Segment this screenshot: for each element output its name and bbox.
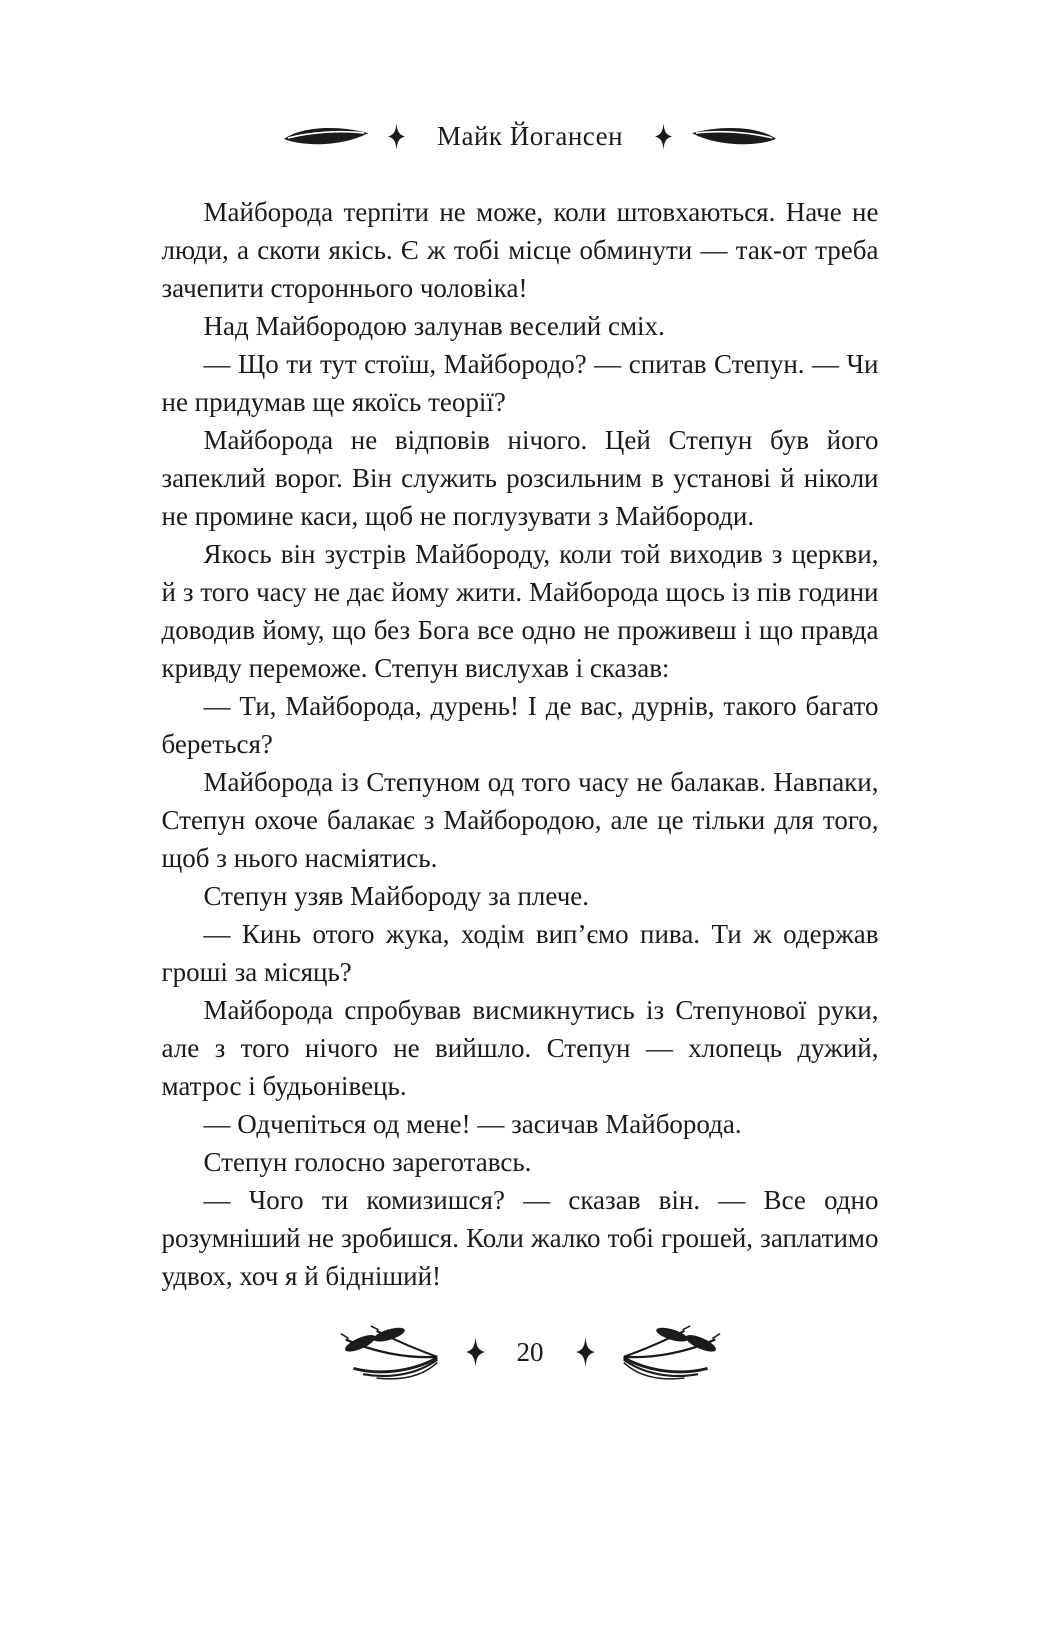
paragraph: Якось він зустрів Майбороду, коли той виходив з церкви, й з того часу не дає йому жити. Майборода щось із пів години доводив йому, що без Бога все одно не проживеш і що правда кривду переможе. Степун вислухав і сказав: [161,539,879,683]
diamond-icon [655,123,672,150]
paragraph: Над Майбородою залунав веселий сміх. [203,311,665,341]
diamond-icon [388,123,405,150]
paragraph: Степун узяв Майбороду за плече. [203,881,590,911]
leaf-flourish-icon [282,123,370,149]
cattail-flourish-icon [617,1324,723,1380]
body-text [162,193,879,1295]
paragraph: — Одчепіться од мене! — засичав Майборода. [203,1109,742,1139]
paragraph: Степун голосно зареготавсь. [203,1147,532,1177]
diamond-icon [576,1337,595,1367]
paragraph: Майборода спробував висмикнутись із Степунової руки, але з того нічого не вийшло. Степун — хлопець дужий, матрос і будьонівець. [161,995,879,1101]
diamond-icon [466,1337,485,1367]
cattail-flourish-icon [338,1324,444,1380]
paragraph: — Ти, Майборода, дурень! І де вас, дурнів, такого багато береться? [161,691,879,759]
running-head [20,112,1040,160]
paragraph: Майборода терпіти не може, коли штовхаються. Наче не люди, а скоти якісь. Є ж тобі місце обминути — так-от треба зачепити стороннього чоловіка! [161,197,879,303]
paragraph: — Кинь отого жука, ходім вип’ємо пива. Ти ж одержав гроші за місяць? [161,919,879,987]
paragraph: — Що ти тут стоїш, Майбородо? — спитав Степун. — Чи не придумав ще якоїсь теорії? [161,349,879,417]
paragraph: Майборода не відповів нічого. Цей Степун був його запеклий ворог. Він служить розсильним в установі й ніколи не промине каси, щоб не поглузувати з Майбороди. [161,425,879,531]
page-number: 20 [516,1336,544,1367]
author-name: Майк Йогансен [436,120,624,151]
paragraph: — Чого ти комизишся? — сказав він. — Все одно розумніший не зробишся. Коли жалко тобі грошей, заплатимо удвох, хоч я й бідніший! [161,1185,879,1291]
leaf-flourish-icon [690,123,778,149]
page-footer [20,1321,1040,1383]
paragraph: Майборода із Степуном од того часу не балакав. Навпаки, Степун охоче балакає з Майбородою, але це тільки для того, щоб з нього насміятись. [161,767,879,873]
